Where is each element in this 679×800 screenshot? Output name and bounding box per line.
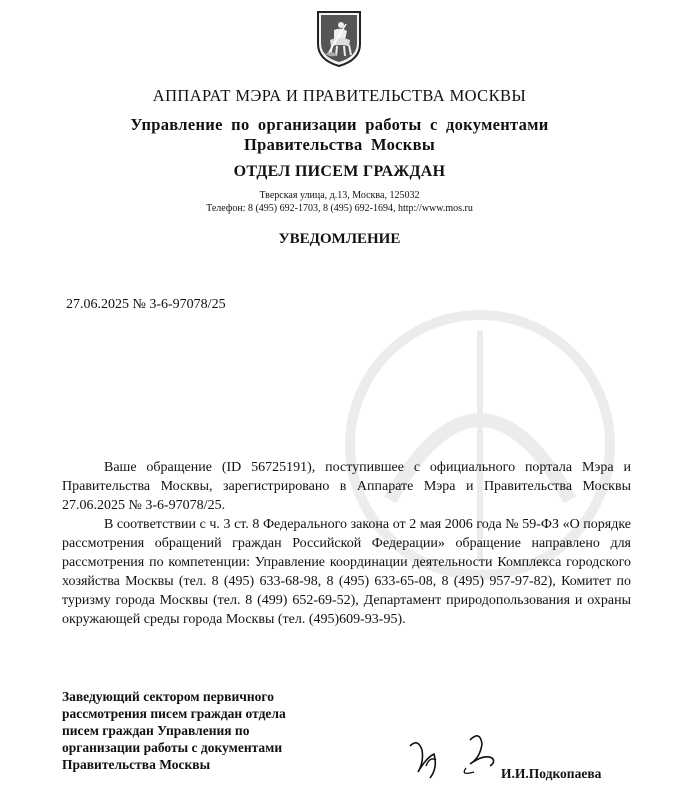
body-paragraph-1: Ваше обращение (ID 56725191), поступившее с официального портала Мэра и Правительства Москвы, зарегистрировано в Аппарате Мэра и Правительства Москвы 27.06.2025 № 3-6-97078/25. [62,460,631,513]
contacts: Телефон: 8 (495) 692-1703, 8 (495) 692-1694, http://www.mos.ru [206,203,473,214]
signatory-title-line: Правительства Москвы [62,757,211,772]
body-paragraph-2: В соответствии с ч. 3 ст. 8 Федерального закона от 2 мая 2006 года № 59-ФЗ «О порядке рассмотрения обращений граждан Российской Федерации» обращение направлено для рассмотрения по компетенции: Управление координации деятельности Комплекса городского хозяйства Москвы (тел. 8 (495) 633-68-98, 8 (495) 633-65-08, 8 (495) 957-97-82), Комитет по туризму города Москвы (тел. 8 (499) 652-69-52), Департамент природопользования и охраны окружающей среды города Москвы (тел. (495)609-93-95). [62,517,631,627]
document-title: УВЕДОМЛЕНИЕ [278,231,401,247]
signatory-title-line: Заведующий сектором первичного [62,689,274,704]
org-name: АППАРАТ МЭРА И ПРАВИТЕЛЬСТВА МОСКВЫ [152,86,527,105]
address: Тверская улица, д.13, Москва, 125032 [259,190,420,201]
registration-number: 27.06.2025 № 3-6-97078/25 [66,297,226,312]
handwritten-signature-icon [400,728,510,788]
signatory-name: И.И.Подкопаева [501,766,602,781]
department-line2: Правительства Москвы [243,135,436,154]
signatory-title-line: организации работы с документами [62,740,283,755]
signatory-title-line: рассмотрения писем граждан отдела [62,706,286,721]
signatory-title-line: писем граждан Управления по [62,723,250,738]
document-body [62,458,631,629]
signatory-title [62,688,352,773]
department-line1: Управление по организации работы с документами [130,115,549,134]
division-name: ОТДЕЛ ПИСЕМ ГРАЖДАН [233,163,446,180]
moscow-coat-of-arms-icon [316,10,362,68]
